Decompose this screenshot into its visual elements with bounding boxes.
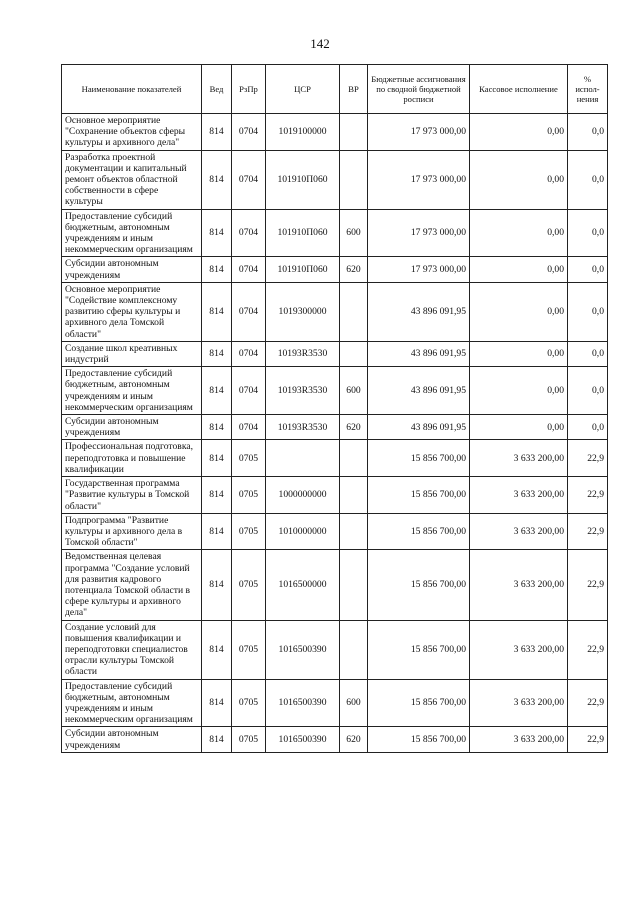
table-row bbox=[62, 620, 608, 679]
row-rzpr: 0704 bbox=[232, 114, 266, 151]
row-percent: 0,0 bbox=[568, 257, 608, 282]
row-allocations: 17 973 000,00 bbox=[368, 114, 470, 151]
row-vr bbox=[340, 620, 368, 679]
row-rzpr: 0705 bbox=[232, 513, 266, 550]
row-cash: 0,00 bbox=[470, 257, 568, 282]
row-csr: 1019300000 bbox=[266, 282, 340, 341]
row-rzpr: 0705 bbox=[232, 620, 266, 679]
row-allocations: 43 896 091,95 bbox=[368, 282, 470, 341]
row-csr: 1016500390 bbox=[266, 679, 340, 727]
table-header-row bbox=[62, 65, 608, 114]
row-ved: 814 bbox=[202, 209, 232, 257]
row-name: Государственная программа "Развитие культуры в Томской области" bbox=[62, 477, 202, 514]
row-allocations: 17 973 000,00 bbox=[368, 209, 470, 257]
row-percent: 22,9 bbox=[568, 620, 608, 679]
header-csr: ЦСР bbox=[266, 65, 340, 114]
row-name: Предоставление субсидий бюджетным, автономным учреждениям и иным некоммерческим организациям bbox=[62, 367, 202, 415]
header-ved: Вед bbox=[202, 65, 232, 114]
row-cash: 0,00 bbox=[470, 114, 568, 151]
row-ved: 814 bbox=[202, 620, 232, 679]
row-rzpr: 0704 bbox=[232, 282, 266, 341]
row-ved: 814 bbox=[202, 415, 232, 440]
row-ved: 814 bbox=[202, 341, 232, 366]
row-csr: 1010000000 bbox=[266, 513, 340, 550]
row-allocations: 17 973 000,00 bbox=[368, 257, 470, 282]
row-cash: 0,00 bbox=[470, 341, 568, 366]
row-percent: 0,0 bbox=[568, 367, 608, 415]
budget-table bbox=[61, 64, 608, 753]
row-ved: 814 bbox=[202, 477, 232, 514]
row-allocations: 15 856 700,00 bbox=[368, 620, 470, 679]
row-rzpr: 0705 bbox=[232, 440, 266, 477]
row-cash: 3 633 200,00 bbox=[470, 620, 568, 679]
header-rzpr: РзПр bbox=[232, 65, 266, 114]
row-rzpr: 0704 bbox=[232, 209, 266, 257]
row-rzpr: 0705 bbox=[232, 550, 266, 620]
table-row bbox=[62, 679, 608, 727]
row-percent: 22,9 bbox=[568, 550, 608, 620]
row-name: Основное мероприятие "Содействие комплексному развитию сферы культуры и архивного дела Томской области" bbox=[62, 282, 202, 341]
table-row bbox=[62, 440, 608, 477]
row-name: Создание школ креативных индустрий bbox=[62, 341, 202, 366]
row-rzpr: 0704 bbox=[232, 367, 266, 415]
row-ved: 814 bbox=[202, 150, 232, 209]
row-vr bbox=[340, 341, 368, 366]
row-vr: 600 bbox=[340, 209, 368, 257]
row-allocations: 15 856 700,00 bbox=[368, 440, 470, 477]
header-percent: % испол-нения bbox=[568, 65, 608, 114]
row-allocations: 43 896 091,95 bbox=[368, 367, 470, 415]
row-csr: 1000000000 bbox=[266, 477, 340, 514]
row-ved: 814 bbox=[202, 367, 232, 415]
row-csr bbox=[266, 440, 340, 477]
row-csr: 10193R3530 bbox=[266, 367, 340, 415]
row-name: Предоставление субсидий бюджетным, автономным учреждениям и иным некоммерческим организациям bbox=[62, 679, 202, 727]
row-rzpr: 0704 bbox=[232, 150, 266, 209]
row-percent: 0,0 bbox=[568, 415, 608, 440]
row-name: Ведомственная целевая программа "Создание условий для развития кадрового потенциала Томской области в сфере культуры и архивного дела" bbox=[62, 550, 202, 620]
row-percent: 22,9 bbox=[568, 513, 608, 550]
table-row bbox=[62, 341, 608, 366]
row-cash: 3 633 200,00 bbox=[470, 440, 568, 477]
header-cash: Кассовое исполнение bbox=[470, 65, 568, 114]
row-csr: 10193R3530 bbox=[266, 415, 340, 440]
row-csr: 1016500000 bbox=[266, 550, 340, 620]
row-allocations: 15 856 700,00 bbox=[368, 679, 470, 727]
header-allocations: Бюджетные ассигнования по сводной бюджетной росписи bbox=[368, 65, 470, 114]
table-row bbox=[62, 257, 608, 282]
row-cash: 3 633 200,00 bbox=[470, 550, 568, 620]
row-ved: 814 bbox=[202, 550, 232, 620]
row-vr: 600 bbox=[340, 679, 368, 727]
row-name: Предоставление субсидий бюджетным, автономным учреждениям и иным некоммерческим организациям bbox=[62, 209, 202, 257]
row-percent: 0,0 bbox=[568, 209, 608, 257]
header-name: Наименование показателей bbox=[62, 65, 202, 114]
table-row bbox=[62, 150, 608, 209]
row-csr: 1016500390 bbox=[266, 620, 340, 679]
row-cash: 0,00 bbox=[470, 282, 568, 341]
row-rzpr: 0705 bbox=[232, 679, 266, 727]
row-cash: 0,00 bbox=[470, 209, 568, 257]
row-allocations: 43 896 091,95 bbox=[368, 415, 470, 440]
row-rzpr: 0704 bbox=[232, 341, 266, 366]
row-ved: 814 bbox=[202, 257, 232, 282]
row-vr: 620 bbox=[340, 727, 368, 752]
row-cash: 3 633 200,00 bbox=[470, 477, 568, 514]
page-number: 142 bbox=[310, 36, 330, 51]
table-row bbox=[62, 477, 608, 514]
table-row bbox=[62, 550, 608, 620]
row-percent: 0,0 bbox=[568, 282, 608, 341]
table-row bbox=[62, 513, 608, 550]
row-name: Создание условий для повышения квалификации и переподготовки специалистов отрасли культуры Томской области bbox=[62, 620, 202, 679]
row-cash: 3 633 200,00 bbox=[470, 679, 568, 727]
row-ved: 814 bbox=[202, 679, 232, 727]
row-percent: 22,9 bbox=[568, 440, 608, 477]
row-percent: 22,9 bbox=[568, 727, 608, 752]
row-percent: 0,0 bbox=[568, 114, 608, 151]
table-row bbox=[62, 209, 608, 257]
row-rzpr: 0705 bbox=[232, 727, 266, 752]
row-csr: 101910П060 bbox=[266, 150, 340, 209]
row-rzpr: 0704 bbox=[232, 415, 266, 440]
row-name: Подпрограмма "Развитие культуры и архивного дела в Томской области" bbox=[62, 513, 202, 550]
row-csr: 101910П060 bbox=[266, 257, 340, 282]
row-name: Разработка проектной документации и капитальный ремонт объектов областной собственности в сфере культуры bbox=[62, 150, 202, 209]
row-vr: 620 bbox=[340, 415, 368, 440]
row-cash: 0,00 bbox=[470, 150, 568, 209]
row-percent: 0,0 bbox=[568, 341, 608, 366]
row-rzpr: 0705 bbox=[232, 477, 266, 514]
row-cash: 3 633 200,00 bbox=[470, 513, 568, 550]
row-ved: 814 bbox=[202, 282, 232, 341]
row-name: Субсидии автономным учреждениям bbox=[62, 257, 202, 282]
row-name: Профессиональная подготовка, переподготовка и повышение квалификации bbox=[62, 440, 202, 477]
row-vr bbox=[340, 513, 368, 550]
row-allocations: 15 856 700,00 bbox=[368, 477, 470, 514]
row-vr bbox=[340, 477, 368, 514]
row-cash: 0,00 bbox=[470, 367, 568, 415]
header-vr: ВР bbox=[340, 65, 368, 114]
row-allocations: 15 856 700,00 bbox=[368, 513, 470, 550]
row-vr bbox=[340, 150, 368, 209]
row-ved: 814 bbox=[202, 114, 232, 151]
row-name: Субсидии автономным учреждениям bbox=[62, 727, 202, 752]
row-name: Основное мероприятие "Сохранение объектов сферы культуры и архивного дела" bbox=[62, 114, 202, 151]
row-allocations: 15 856 700,00 bbox=[368, 727, 470, 752]
row-allocations: 15 856 700,00 bbox=[368, 550, 470, 620]
table-row bbox=[62, 367, 608, 415]
row-percent: 22,9 bbox=[568, 679, 608, 727]
row-vr bbox=[340, 114, 368, 151]
row-vr bbox=[340, 282, 368, 341]
table-row bbox=[62, 114, 608, 151]
row-cash: 3 633 200,00 bbox=[470, 727, 568, 752]
row-percent: 0,0 bbox=[568, 150, 608, 209]
row-vr: 600 bbox=[340, 367, 368, 415]
row-percent: 22,9 bbox=[568, 477, 608, 514]
table-row bbox=[62, 282, 608, 341]
row-vr: 620 bbox=[340, 257, 368, 282]
table-row bbox=[62, 415, 608, 440]
row-vr bbox=[340, 440, 368, 477]
row-ved: 814 bbox=[202, 513, 232, 550]
row-allocations: 43 896 091,95 bbox=[368, 341, 470, 366]
row-csr: 1016500390 bbox=[266, 727, 340, 752]
row-csr: 1019100000 bbox=[266, 114, 340, 151]
row-ved: 814 bbox=[202, 727, 232, 752]
row-cash: 0,00 bbox=[470, 415, 568, 440]
row-name: Субсидии автономным учреждениям bbox=[62, 415, 202, 440]
row-allocations: 17 973 000,00 bbox=[368, 150, 470, 209]
row-ved: 814 bbox=[202, 440, 232, 477]
row-rzpr: 0704 bbox=[232, 257, 266, 282]
row-csr: 101910П060 bbox=[266, 209, 340, 257]
table-row bbox=[62, 727, 608, 752]
row-vr bbox=[340, 550, 368, 620]
row-csr: 10193R3530 bbox=[266, 341, 340, 366]
